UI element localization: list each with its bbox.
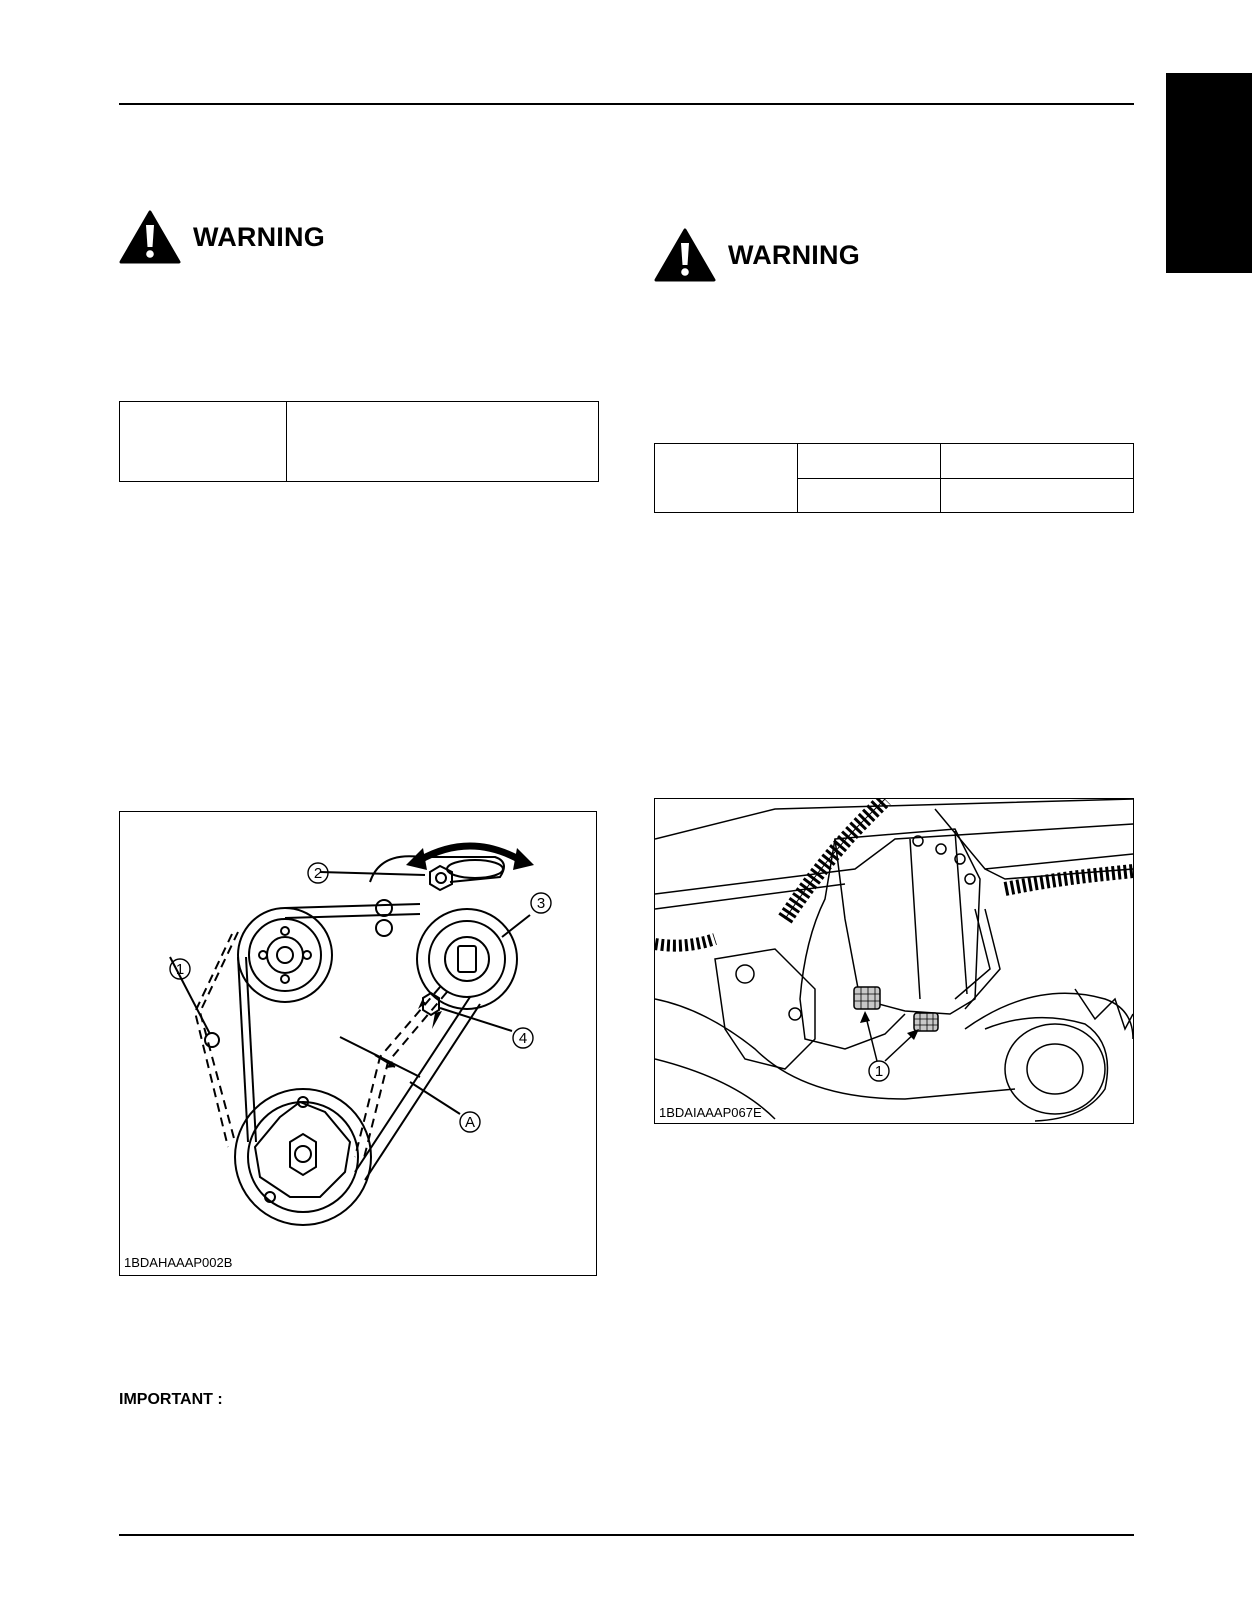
important-label: IMPORTANT :: [119, 1391, 223, 1408]
warning-label: WARNING: [193, 221, 325, 252]
table-cell: [120, 402, 287, 482]
warning-triangle-icon: [119, 210, 181, 264]
callout-label: 2: [313, 865, 323, 882]
engine-figure: [654, 798, 1134, 1124]
table-cell: [941, 444, 1134, 479]
callout-label: 1: [175, 961, 185, 978]
spec-table-left: [119, 401, 599, 482]
warning-label: WARNING: [728, 239, 860, 270]
callout-label: 1: [874, 1063, 884, 1080]
belt-drawing: [120, 812, 596, 1275]
table-cell: [655, 444, 798, 513]
spec-table-right: [654, 443, 1134, 513]
section-tab: [1166, 73, 1252, 273]
header-rule: [119, 103, 1134, 105]
table-cell: [287, 402, 599, 482]
figure-code: 1BDAHAAAP002B: [124, 1255, 233, 1270]
warning-left: [119, 210, 325, 264]
callout-label: 3: [536, 895, 546, 912]
callout-label: 4: [518, 1030, 528, 1047]
warning-triangle-icon: [654, 228, 716, 282]
table-cell: [798, 478, 941, 513]
table-cell: [798, 444, 941, 479]
callout-label: A: [464, 1114, 476, 1131]
engine-drawing: [655, 799, 1133, 1123]
footer-rule: [119, 1534, 1134, 1536]
table-cell: [941, 478, 1134, 513]
belt-figure: [119, 811, 597, 1276]
figure-code: 1BDAIAAAP067E: [659, 1105, 762, 1120]
warning-right: [654, 228, 860, 282]
